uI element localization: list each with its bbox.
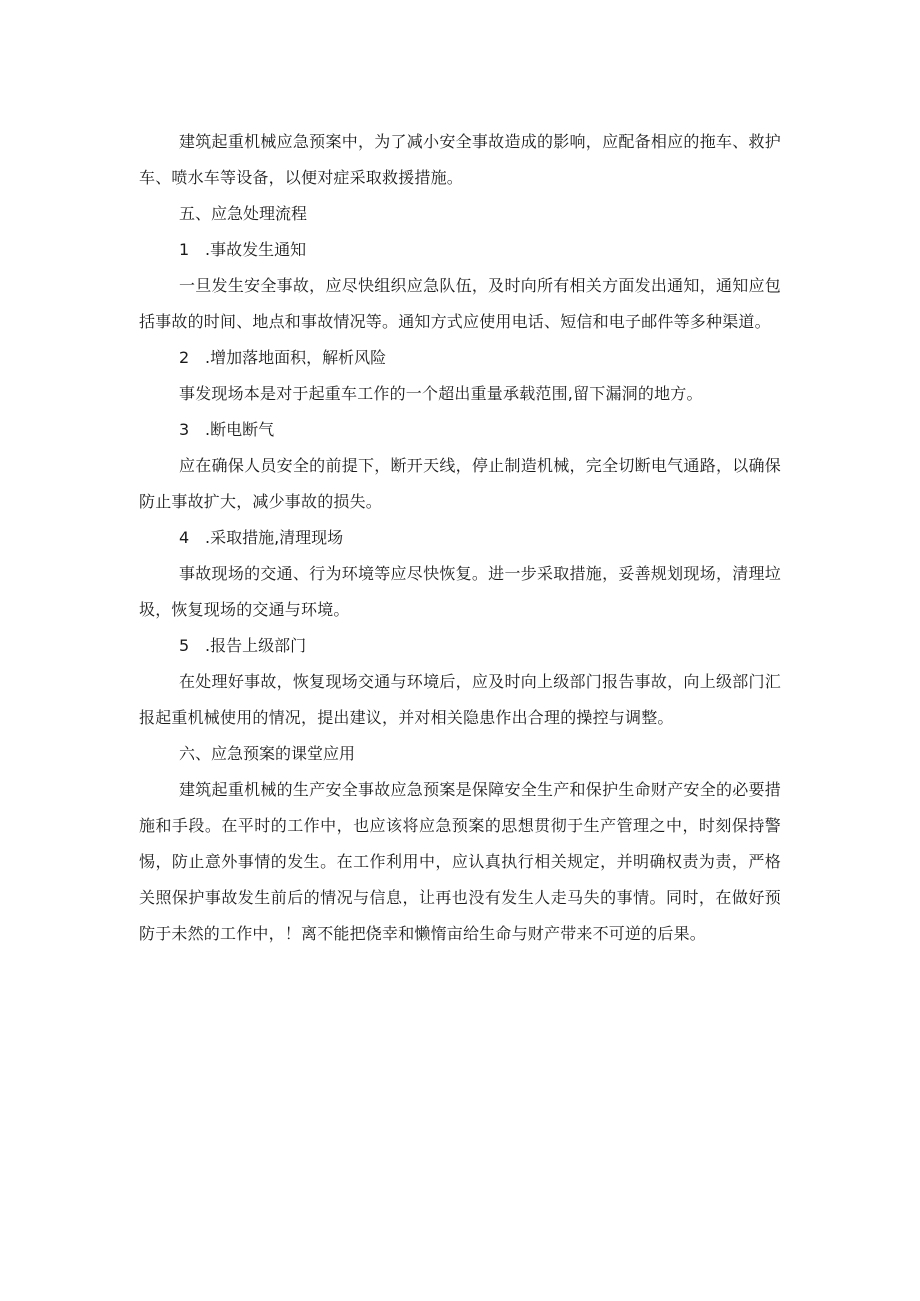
subsection-title: .事故发生通知 xyxy=(205,240,307,259)
subsection-title: .增加落地面积，解析风险 xyxy=(205,348,387,367)
document-body xyxy=(139,124,781,952)
section-heading-5: 五、应急处理流程 xyxy=(179,204,308,223)
subsection-paragraph-5: 在处理好事故，恢复现场交通与环境后，应及时向上级部门报告事故，向上级部门汇报起重机械使用的情况，提出建议，并对相关隐患作出合理的操控与调整。 xyxy=(139,672,781,727)
subsection-paragraph-2: 事发现场本是对于起重车工作的一个超出重量承载范围,留下漏洞的地方。 xyxy=(179,384,703,403)
subsection-title: .报告上级部门 xyxy=(205,636,307,655)
subsection-heading-3 xyxy=(139,412,781,448)
subsection-title: .采取措施,清理现场 xyxy=(205,528,344,547)
intro-paragraph: 建筑起重机械应急预案中，为了减小安全事故造成的影响，应配备相应的拖车、救护车、喷水车等设备，以便对症采取救援措施。 xyxy=(139,132,781,187)
subsection-number: 3 xyxy=(179,420,190,439)
section-paragraph-6: 建筑起重机械的生产安全事故应急预案是保障安全生产和保护生命财产安全的必要措施和手段。在平时的工作中，也应该将应急预案的思想贯彻于生产管理之中，时刻保持警惕，防止意外事情的发生。在工作利用中，应认真执行相关规定，并明确权责为责，严格关照保护事故发生前后的情况与信息，让再也没有发生人走马失的事情。同时，在做好预防于未然的工作中，！离不能把侥幸和懒惰亩给生命与财产带来不可逆的后果。 xyxy=(139,780,781,943)
subsection-title: .断电断气 xyxy=(205,420,275,439)
subsection-paragraph-4: 事故现场的交通、行为环境等应尽快恢复。进一步采取措施，妥善规划现场，清理垃圾，恢复现场的交通与环境。 xyxy=(139,564,781,619)
subsection-paragraph-1: 一旦发生安全事故，应尽快组织应急队伍，及时向所有相关方面发出通知，通知应包括事故的时间、地点和事故情况等。通知方式应使用电话、短信和电子邮件等多种渠道。 xyxy=(139,276,781,331)
subsection-paragraph-3: 应在确保人员安全的前提下，断开天线，停止制造机械，完全切断电气通路，以确保防止事故扩大，减少事故的损失。 xyxy=(139,456,781,511)
subsection-number: 1 xyxy=(179,240,190,259)
subsection-heading-5 xyxy=(139,628,781,664)
subsection-number: 2 xyxy=(179,348,190,367)
subsection-heading-4 xyxy=(139,520,781,556)
subsection-number: 5 xyxy=(179,636,190,655)
section-heading-6: 六、应急预案的课堂应用 xyxy=(179,744,356,763)
subsection-heading-1 xyxy=(139,232,781,268)
subsection-heading-2 xyxy=(139,340,781,376)
subsection-number: 4 xyxy=(179,528,190,547)
